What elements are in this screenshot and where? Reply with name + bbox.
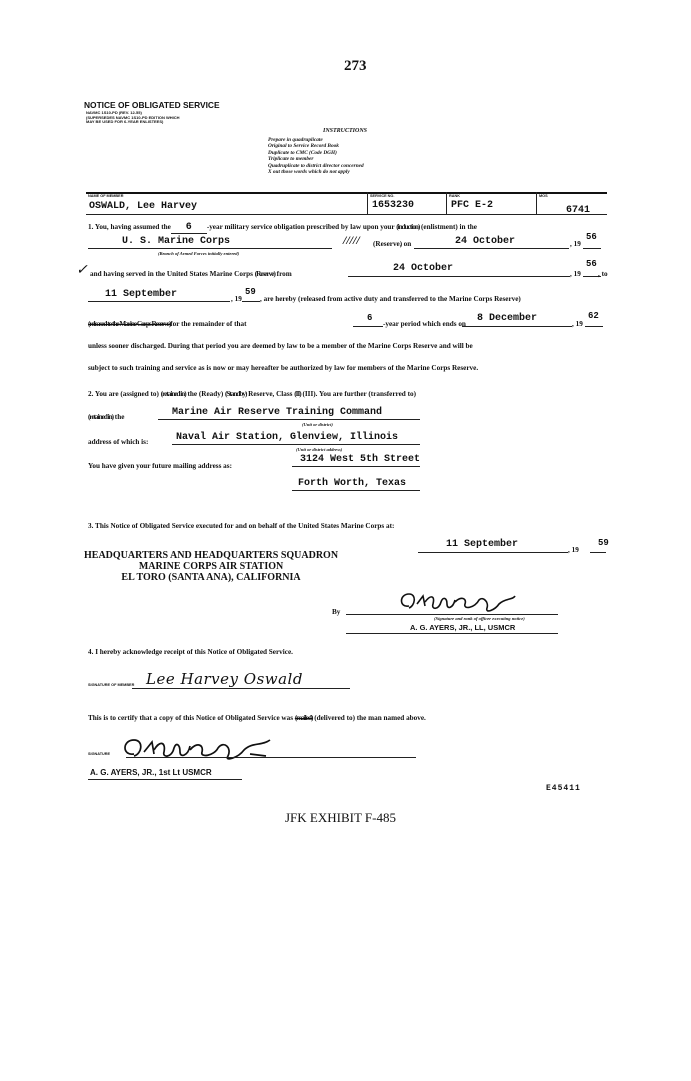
from-date: 24 October (393, 263, 454, 274)
address-label: address of which is: (88, 438, 149, 446)
end-year-line (585, 326, 603, 327)
struck-standby: (Standby) (225, 390, 247, 398)
struck-released-to-reserve: (released to the Marine Corps Reserve) (88, 320, 171, 328)
officer-typed-name-2: A. G. AYERS, JR., 1st Lt USMCR (90, 768, 212, 777)
end-year: 62 (588, 311, 599, 321)
officer-name-line-1 (346, 633, 558, 634)
header-divider-3 (536, 192, 537, 214)
reserve-label: (Reserve) (373, 240, 403, 248)
para1-line5: (released to the Marine Corps Reserve)for the remainder of that (88, 320, 247, 328)
reserve-strike: ///// (343, 233, 360, 247)
mailing-line1-rule (292, 466, 420, 467)
to-year: 59 (245, 287, 256, 297)
para1-line6: unless sooner discharged. During that period you are deemed by law to be a member of the Marine Corps Reserve and will be (88, 342, 473, 350)
para1-release: , are hereby (released from active duty and transferred to the Marine Corps Reserve) (260, 295, 521, 303)
para1-line3: and having served in the United States Marine Corps (Reserve) from (90, 270, 292, 278)
page-number: 273 (344, 58, 367, 74)
member-signature-label: SIGNATURE OF MEMBER (88, 683, 135, 687)
address-caption: (Unit or district address) (296, 447, 343, 452)
period-ends-label: -year period which ends on (383, 320, 466, 328)
branch-line (88, 248, 332, 249)
header-divider-1 (367, 192, 368, 214)
exec-year: 59 (598, 538, 609, 548)
end-date: 8 December (477, 313, 538, 324)
struck-induction: (induction) (396, 223, 420, 231)
exec-year-prefix: , 19 (568, 546, 579, 554)
mailing-line1: 3124 West 5th Street (300, 454, 421, 465)
mailing-label: You have given your future mailing address as: (88, 462, 232, 470)
service-no-label: SERVICE NO. (370, 194, 395, 198)
rank-value: PFC E-2 (451, 200, 494, 211)
on-label: , on (400, 240, 412, 248)
para2-line2: (retained in) the (88, 413, 125, 421)
period-years-line (353, 326, 383, 327)
enlist-year: 56 (586, 232, 597, 242)
unit-caption: (Unit or district) (302, 422, 333, 427)
exhibit-label: JFK EXHIBIT F-485 (285, 810, 396, 825)
name-label: NAME OF MEMBER (88, 194, 124, 198)
unit-address-line (172, 444, 420, 445)
to-date-line (88, 301, 230, 302)
unit-line (158, 419, 420, 420)
mos-value: 6741 (566, 205, 591, 216)
instructions-list: Prepare in quadruplicate Original to Service Record Book Duplicate to CMC (Code DGH) Triplicate to member Quadruplicate to district director concerned X out those words which do not apply (268, 137, 364, 176)
para1-line1: 1. You, having assumed the 6 -year military service obligation prescribed by law upon your (induction) (enlistment) in the (88, 222, 477, 233)
to-year-line (242, 301, 260, 302)
exec-year-line (590, 552, 606, 553)
executing-organization: HEADQUARTERS AND HEADQUARTERS SQUADRON MARINE CORPS AIR STATION EL TORO (SANTA ANA), CALIFORNIA (84, 550, 339, 583)
certify-text: This is to certify that a copy of this Notice of Obligated Service was (mailed) (delivered to) the man named above. (88, 714, 426, 722)
service-no-value: 1653230 (372, 200, 415, 211)
mailing-line2-rule (292, 490, 420, 491)
to-year-prefix: , 19 (231, 295, 242, 303)
para1-line7: subject to such training and service as is now or may hereafter be authorized by law for members of the Marine Corps Reserve. (88, 364, 479, 372)
check-mark: ✓ (76, 262, 88, 278)
enlist-year-prefix: , 19 (570, 240, 581, 248)
para4-text: 4. I hereby acknowledge receipt of this Notice of Obligated Service. (88, 648, 293, 656)
branch-caption: (Branch of Armed Forces initially entered) (158, 251, 240, 256)
signature-caption: (Signature and rank of officer executing notice) (434, 616, 525, 621)
from-year: 56 (586, 259, 597, 269)
from-date-line (348, 276, 570, 277)
struck-reserve: (Reserve) (254, 270, 275, 278)
unit-address: Naval Air Station, Glenview, Illinois (176, 432, 399, 443)
officer-typed-name-1: A. G. AYERS, JR., LL, USMCR (410, 623, 516, 632)
para3-text: 3. This Notice of Obligated Service executed for and on behalf of the United States Marine Corps at: (88, 522, 395, 530)
unit-value: Marine Air Reserve Training Command (172, 407, 383, 418)
from-year-prefix: , 19 (570, 270, 581, 278)
by-signature-line (346, 614, 558, 615)
obligation-years: 6 (171, 222, 207, 234)
name-value: OSWALD, Lee Harvey (89, 201, 198, 212)
enlist-date: 24 October (455, 236, 516, 247)
para2-line1: 2. You are (assigned to) (retained in) the (Ready) (Standby) Reserve, Class (II) (III). You are further (transferred to) (88, 390, 416, 398)
form-title: NOTICE OF OBLIGATED SERVICE (84, 100, 220, 110)
enlist-year-line (583, 248, 601, 249)
struck-class-ii: (II) (294, 390, 301, 398)
mos-label: MOS (539, 194, 548, 198)
header-box-top-rule (86, 192, 607, 194)
member-signature: Lee Harvey Oswald (146, 670, 303, 688)
header-divider-2 (446, 192, 447, 214)
enlist-date-line (414, 248, 569, 249)
mailing-line2: Forth Worth, Texas (298, 478, 407, 489)
to-label: , to (598, 270, 608, 278)
instructions-heading: INSTRUCTIONS (323, 128, 368, 134)
officer-name-line-2 (88, 779, 242, 780)
form-number: NAVMC 1S10-PD (REV. 12-55) (SUPERSEDES NAVMC 1S10-PD EDITION WHICH MAY BE USED FOR 6-YEAR ENLISTEES) (86, 110, 180, 125)
struck-retained-in: (retained in) (88, 413, 113, 421)
officer-signature-2 (120, 734, 280, 769)
exec-date: 11 September (446, 539, 519, 550)
serial-number: E45411 (546, 784, 581, 793)
end-date-line (462, 326, 572, 327)
end-year-prefix: , 19 (572, 320, 583, 328)
header-box-bottom-rule (86, 214, 607, 215)
period-years: 6 (367, 313, 373, 323)
officer-signature-line-2 (126, 757, 416, 758)
officer-signature-label: SIGNATURE (88, 752, 111, 756)
by-label: By (332, 608, 341, 616)
member-signature-line (132, 688, 350, 689)
struck-retained: (retained in) (160, 390, 186, 398)
branch-value: U. S. Marine Corps (122, 236, 231, 247)
rank-label: RANK (449, 194, 460, 198)
exec-date-line (418, 552, 568, 553)
struck-mailed: (mailed) (294, 714, 313, 722)
to-date: 11 September (105, 289, 178, 300)
